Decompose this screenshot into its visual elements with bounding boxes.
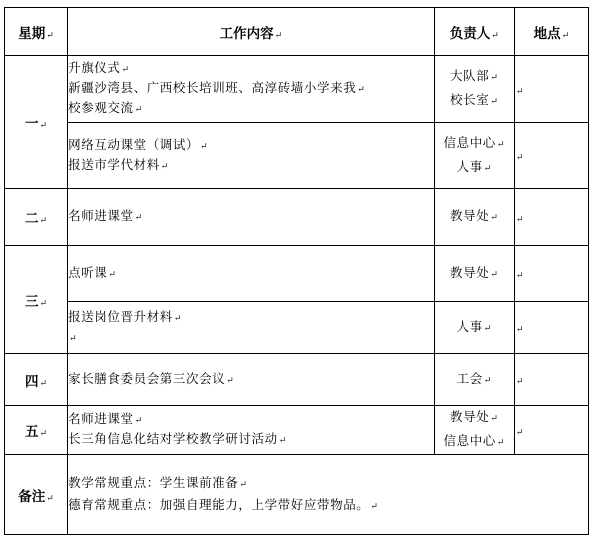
header-row [5,8,589,56]
day-cell-mon: 一↵ [5,56,68,189]
person-cell: 人事↵ [434,302,514,354]
person-cell: 教导处↵ [434,189,514,246]
notes-content: 教学常规重点：学生课前准备↵ 德育常规重点：加强自理能力，上学带好应带物品。↵ [68,455,589,535]
work-cell: 报送岗位晋升材料↵ ↵ [68,302,435,354]
header-work: 工作内容↵ [68,8,435,56]
work-cell: 名师进课堂↵ 长三角信息化结对学校教学研讨活动↵ [68,406,435,455]
table-row [5,56,589,123]
work-cell: 升旗仪式↵ 新疆沙湾县、广西校长培训班、高淳砖墙小学来我↵ 校参观交流↵ [68,56,435,123]
table-row [5,123,589,189]
work-cell: 家长膳食委员会第三次会议↵ [68,354,435,406]
place-cell: ↵ [514,123,588,189]
work-cell: 点听课↵ [68,246,435,302]
person-cell: 信息中心↵ 人事↵ [434,123,514,189]
header-person: 负责人↵ [434,8,514,56]
day-cell-wed: 三↵ [5,246,68,354]
table-row [5,406,589,455]
person-cell: 教导处↵ [434,246,514,302]
place-cell: ↵ [514,56,588,123]
place-cell: ↵ [514,246,588,302]
person-cell: 工会↵ [434,354,514,406]
header-day: 星期↵ [5,8,68,56]
notes-row [5,455,589,535]
day-cell-thu: 四↵ [5,354,68,406]
table-row [5,189,589,246]
header-place: 地点↵ [514,8,588,56]
notes-label: 备注↵ [5,455,68,535]
person-cell: 大队部↵ 校长室↵ [434,56,514,123]
weekly-schedule-table [4,7,589,535]
table-row [5,246,589,302]
place-cell: ↵ [514,302,588,354]
place-cell: ↵ [514,354,588,406]
work-cell: 网络互动课堂（调试）↵ 报送市学代材料↵ [68,123,435,189]
day-cell-tue: 二↵ [5,189,68,246]
person-cell: 教导处↵ 信息中心↵ [434,406,514,455]
table-row [5,302,589,354]
place-cell: ↵ [514,189,588,246]
place-cell: ↵ [514,406,588,455]
work-cell: 名师进课堂↵ [68,189,435,246]
day-cell-fri: 五↵ [5,406,68,455]
table-row [5,354,589,406]
